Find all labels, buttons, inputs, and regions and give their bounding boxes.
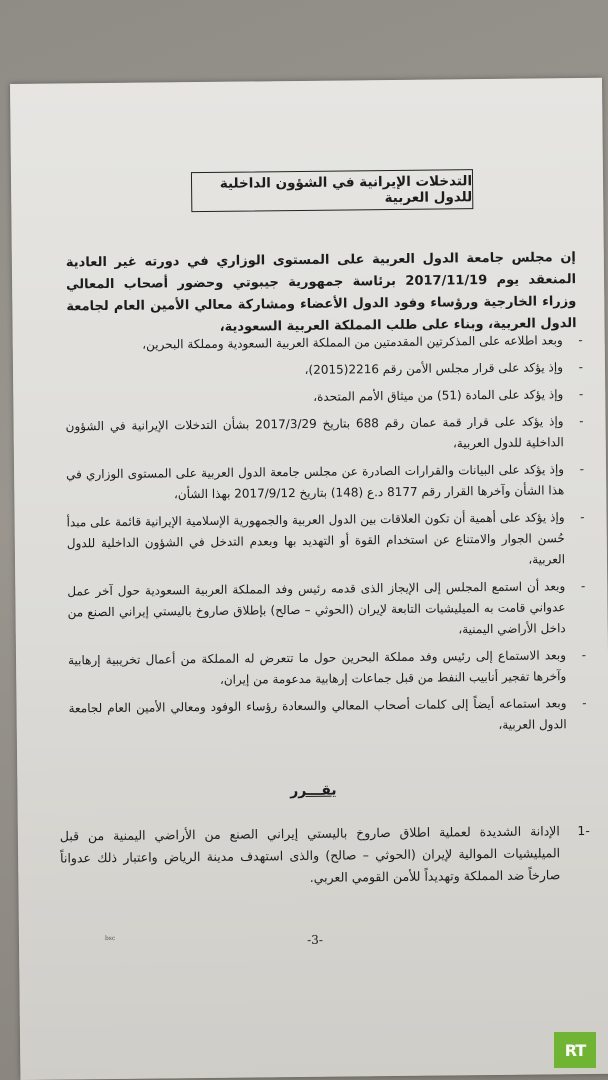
preamble-item [66,459,586,506]
bullet-dash: - [582,695,587,711]
rt-logo: RT [554,1032,596,1068]
preamble-item [67,576,588,644]
bullet-dash: - [581,647,587,663]
bullet-dash: - [578,387,584,402]
preamble-text: وبعد الاستماع إلى رئيس وفد مملكة البحرين حول ما تتعرض له المملكة من أعمال تخريبية إرهابية وآخرها تفجير أنابيب النفط من قبل جماعات إرهابية مدعومة من إيران، [67,648,567,687]
preamble-text: وبعد اطلاعه على المذكرتين المقدمتين من المملكة العربية السعودية ومملكة البحرين، [142,333,563,352]
bullet-dash: - [579,414,584,429]
preamble-item [65,330,585,356]
bullet-dash: - [578,360,584,375]
preamble-text: وإذ يؤكد على المادة (51) من ميثاق الأمم المتحدة، [313,387,564,404]
resolution-item [60,820,591,892]
preamble-item [66,507,587,575]
footer-mark: bsc [104,934,116,943]
resolution-number: 1- [577,822,590,839]
bullet-dash: - [580,510,585,525]
preamble-item [68,693,588,740]
preamble-item [68,645,588,692]
preamble-text: وإذ يؤكد على قرار مجلس الأمن رقم 2216(2015)، [304,360,564,377]
preamble-text: وبعد استماعه أيضاً إلى كلمات أصحاب المعالي والسعادة رؤساء الوفود ومعالي الأمين العام لجامعة الدول العربية، [68,696,567,732]
intro-paragraph: إن مجلس جامعة الدول العربية على المستوى الوزاري في دورته غير العادية المنعقد يوم 2017/11/19 برئاسة جمهورية جيبوتي وحضور أصحاب المعالي وزراء الخارجية ورؤساء وفود الدول الأعضاء ومشاركة معالي الأمين العام لجامعة الدول العربية، وبناء على طلب المملكة العربية السعودية، [65,250,577,335]
document-page [10,78,608,1080]
preamble-item [65,384,585,410]
preamble-list [65,330,589,746]
preamble-text: وإذ يؤكد على أهمية أن تكون العلاقات بين الدول العربية والجمهورية الإسلامية الإيرانية قائمة على مبدأ حُسن الجوار والامتناع عن استخدام القوة أو التهديد بها وبعدم التدخل في الشؤون الداخلية للدول العربية، [66,510,566,567]
bullet-dash: - [580,579,586,594]
page-number: -3- [307,932,323,947]
document-title: التدخلات الإيرانية في الشؤون الداخلية للدول العربية [191,169,473,212]
preamble-text: وبعد أن استمع المجلس إلى الإيجاز الذى قدمه رئيس وفد المملكة العربية السعودية حول آخر عمل عدواني قامت به الميليشيات التابعة لإيران (الحوثي – صالح) بإطلاق صاروخ باليستي إيراني الصنع من داخل الأراضي اليمنية، [67,579,566,637]
decides-heading: يقـــرر [290,782,337,800]
preamble-item [65,357,585,383]
preamble-text: وإذ يؤكد على البيانات والقرارات الصادرة عن مجلس جامعة الدول العربية على المستوى الوزاري في هذا الشأن وآخرها القرار رقم 8177 د.ع (148) بتاريخ 2017/9/12 بهذا الشأن، [66,462,565,502]
resolution-text: الإدانة الشديدة لعملية اطلاق صاروخ باليستي إيراني الصنع من الأراضي اليمنية من قبل الميليشيات الموالية لإيران (الحوثي – صالح) والذى استهدف مدينة الرياض واعتبار ذلك عدواناً صارخاً ضد المملكة وتهديداً للأمن القومي العربي. [59,823,561,885]
preamble-text: وإذ يؤكد على قرار قمة عمان رقم 688 بتاريخ 2017/3/29 بشأن التدخلات الإيرانية في الشؤون الداخلية للدول العربية، [65,414,564,451]
bullet-dash: - [579,462,585,477]
bullet-dash: - [578,333,583,348]
preamble-item [65,411,585,458]
